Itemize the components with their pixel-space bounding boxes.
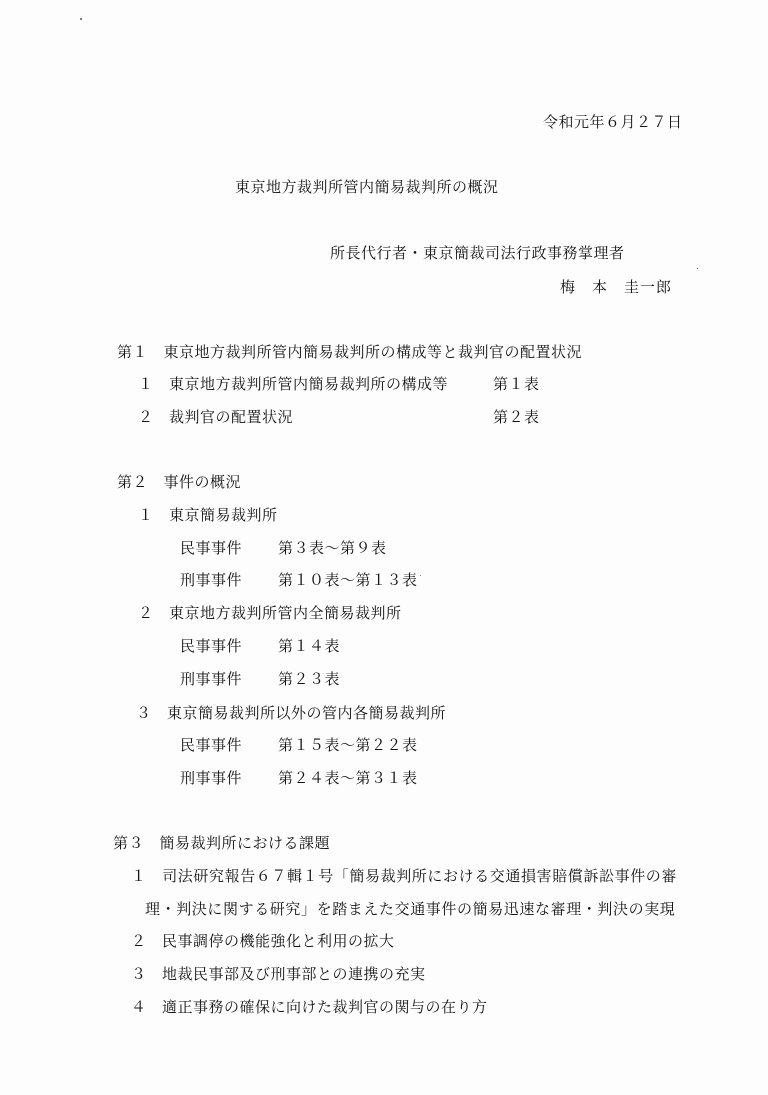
section-item-label: １ 東京簡易裁判所: [138, 506, 278, 524]
section-item-ref: 第１表: [493, 375, 540, 393]
scan-speck: [420, 575, 421, 576]
case-table-ref: 第２４表～第３１表: [278, 769, 418, 787]
section-item-label: ２ 民事調停の機能強化と利用の拡大: [131, 932, 395, 950]
case-table-ref: 第１０表～第１３表: [278, 571, 418, 589]
document-title: 東京地方裁判所管内簡易裁判所の概況: [235, 178, 499, 196]
section-item-label: ２ 裁判官の配置状況: [138, 408, 294, 426]
case-type-label: 民事事件: [180, 539, 243, 557]
case-table-ref: 第１４表: [278, 637, 341, 655]
author-name: 梅 本 圭一郎: [560, 278, 673, 296]
case-table-ref: 第１５表～第２２表: [278, 736, 418, 754]
author-position: 所長代行者・東京簡裁司法行政事務掌理者: [330, 244, 625, 262]
section-item-ref: 第２表: [493, 408, 540, 426]
section-item-label: ３ 地裁民事部及び刑事部との連携の充実: [131, 965, 426, 983]
section-item-label: ３ 東京簡易裁判所以外の管内各簡易裁判所: [136, 704, 447, 722]
case-type-label: 刑事事件: [180, 670, 243, 688]
section-heading: 第３ 簡易裁判所における課題: [113, 834, 331, 852]
section-item-label: １ 東京地方裁判所管内簡易裁判所の構成等: [138, 375, 449, 393]
case-table-ref: 第２３表: [278, 670, 341, 688]
case-type-label: 刑事事件: [180, 571, 243, 589]
scan-speck: [697, 268, 698, 269]
case-type-label: 民事事件: [180, 736, 243, 754]
section-heading: 第１ 東京地方裁判所管内簡易裁判所の構成等と裁判官の配置状況: [117, 343, 583, 361]
section-item-label: ２ 東京地方裁判所管内全簡易裁判所: [138, 604, 402, 622]
case-type-label: 刑事事件: [180, 769, 243, 787]
section-item-label: １ 司法研究報告６７輯１号「簡易裁判所における交通損害賠償訴訟事件の審: [131, 867, 678, 885]
scan-speck: [80, 18, 82, 20]
section-heading: 第２ 事件の概況: [117, 473, 242, 491]
section-item-continuation: 理・判決に関する研究」を踏まえた交通事件の簡易迅速な審理・判決の実現: [145, 900, 676, 918]
case-table-ref: 第３表～第９表: [278, 539, 387, 557]
document-date: 令和元年６月２７日: [543, 113, 683, 131]
case-type-label: 民事事件: [180, 637, 243, 655]
section-item-label: ４ 適正事務の確保に向けた裁判官の関与の在り方: [131, 998, 488, 1016]
